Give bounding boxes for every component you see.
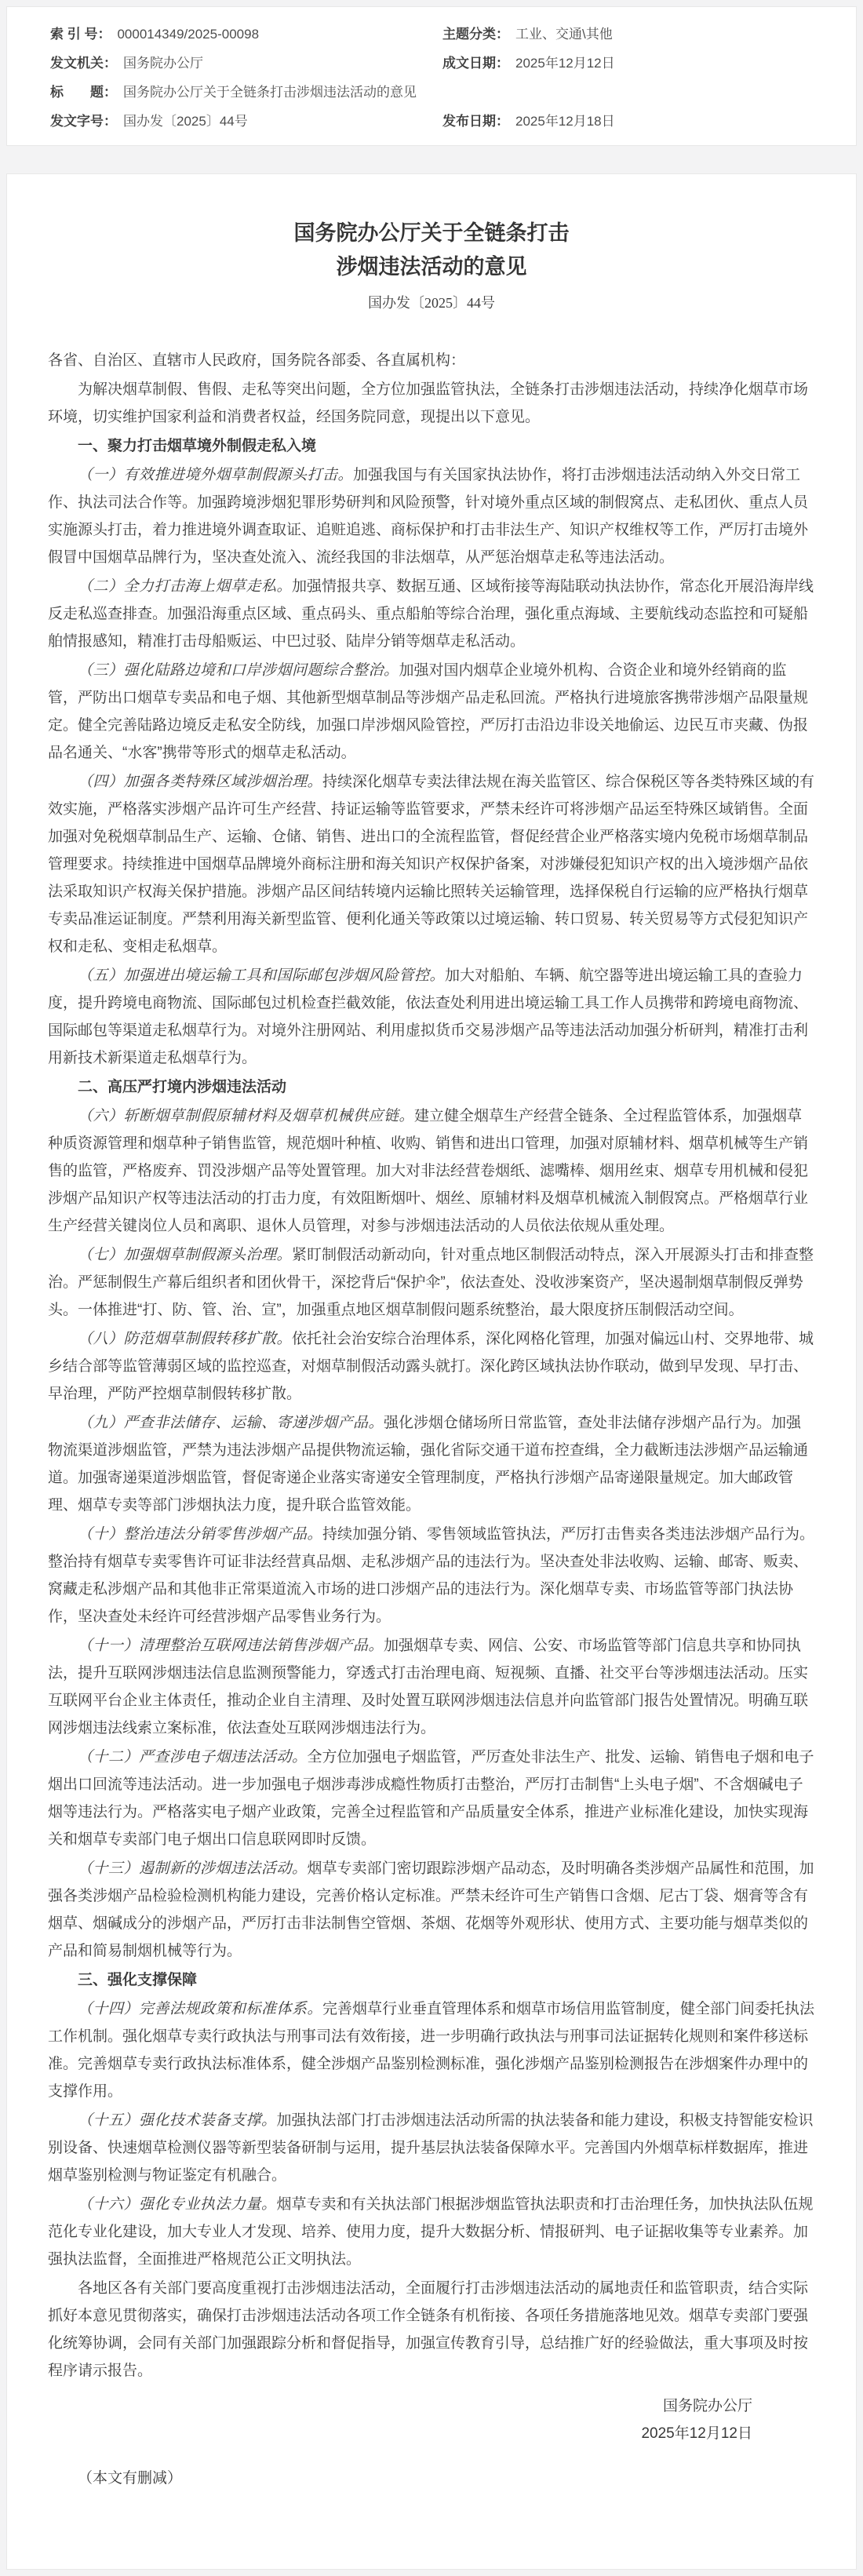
item-lead: （七）加强烟草制假源头治理。 [78, 1247, 293, 1263]
meta-label-index: 索 引 号： [50, 27, 111, 42]
item-text: 完善烟草行业垂直管理体系和烟草市场信用监管制度，健全部门间委托执法工作机制。强化烟草专卖行政执法与刑事司法有效衔接，进一步明确行政执法与刑事司法证据转化规则和案件移送标准。完善烟草专卖行政执法标准体系，健全涉烟产品鉴别检测标准，强化涉烟产品鉴别检测报告在涉烟案件办理中的支撑作用。 [48, 2001, 815, 2100]
item-text: 持续深化烟草专卖法律法规在海关监管区、综合保税区等各类特殊区域的有效实施，严格落实涉烟产品许可生产经营、持证运输等监管要求，严禁未经许可将涉烟产品运至特殊区域销售。全面加强对免税烟草制品生产、运输、仓储、销售、进出口的全流程监管，督促经营企业严格落实境内免税市场烟草制品管理要求。持续推进中国烟草品牌境外商标注册和海关知识产权保护备案，对涉嫌侵犯知识产权的出入境涉烟产品依法采取知识产权海关保护措施。涉烟产品区间结转境内运输比照转关运输管理，选择保税自行运输的应严格执行烟草专卖品准运证制度。严禁利用海关新型监管、便利化通关等政策以过境运输、转口贸易、转关贸易等方式侵犯知识产权和走私、变相走私烟草。 [48, 774, 815, 955]
item-text: 加强情报共享、数据互通、区域衔接等海陆联动执法协作，常态化开展沿海岸线反走私巡查排查。加强沿海重点区域、重点码头、重点船舶等综合治理，强化重点海域、主要航线动态监控和可疑船舶情报感知，精准打击母船贩运、中巴过驳、陆岸分销等烟草走私活动。 [48, 578, 814, 650]
meta-label-written-date: 成文日期： [442, 56, 509, 71]
item-lead: （四）加强各类特殊区域涉烟治理。 [78, 774, 323, 790]
item-lead: （十三）遏制新的涉烟违法活动。 [78, 1860, 308, 1877]
item-paragraph-4 [48, 768, 815, 960]
meta-row [50, 49, 832, 78]
section-heading-3: 三、强化支撑保障 [78, 1972, 198, 1988]
meta-value-index: 000014349/2025-00098 [117, 27, 260, 42]
item-lead: （十一）清理整治互联网违法销售涉烟产品。 [78, 1638, 384, 1654]
item-lead: （八）防范烟草制假转移扩散。 [78, 1331, 293, 1347]
item-text: 烟草专卖和有关执法部门根据涉烟监管执法职责和打击治理任务，加快执法队伍规范化专业化建设，加大专业人才发现、培养、使用力度，提升大数据分析、情报研判、电子证据收集等专业素养。加强执法监督，全面推进严格规范公正文明执法。 [48, 2196, 814, 2268]
item-text: 建立健全烟草生产经营全链条、全过程监管体系，加强烟草种质资源管理和烟草种子销售监管，规范烟叶种植、收购、销售和进出口管理，加强对原辅材料、烟草机械等生产销售的监管，严格废弃、罚没涉烟产品等处置管理。加大对非法经营卷烟纸、滤嘴棒、烟用丝束、烟草专用机械和侵犯涉烟产品知识产权等违法活动的打击力度，有效阻断烟叶、烟丝、原辅材料及烟草机械流入制假窝点。严格烟草行业生产经营关键岗位人员和离职、退休人员管理，对参与涉烟违法活动的人员依法依规从重处理。 [48, 1108, 809, 1234]
item-text: 全方位加强电子烟监管，严厉查处非法生产、批发、运输、销售电子烟和电子烟出口回流等违法活动。进一步加强电子烟涉毒涉成瘾性物质打击整治，严厉打击制售“上头电子烟”、不含烟碱电子烟等违法行为。严格落实电子烟产业政策，完善全过程监管和产品质量安全体系，推进产业标准化建设，加快实现海关和烟草专卖部门电子烟出口信息联网即时反馈。 [48, 1749, 814, 1848]
doc-title-line2: 涉烟违法活动的意见 [336, 255, 527, 279]
doc-title-line1: 国务院办公厅关于全链条打击 [293, 221, 570, 245]
item-text: 加强执法部门打击涉烟违法活动所需的执法装备和能力建设，积极支持智能安检识别设备、快速烟草检测仪器等新型装备研制与运用，提升基层执法装备保障水平。完善国内外烟草标样数据库，推进烟草鉴别检测与物证鉴定有机融合。 [48, 2112, 814, 2184]
item-text: 强化涉烟仓储场所日常监管，查处非法储存涉烟产品行为。加强物流渠道涉烟监管，严禁为违法涉烟产品提供物流运输，强化省际交通干道布控查缉，全力截断违法涉烟产品运输通道。加强寄递渠道涉烟监管，督促寄递企业落实寄递安全管理制度，严格执行涉烟产品寄递限量规定。加大邮政管理、烟草专卖等部门涉烟执法力度，提升联合监管效能。 [48, 1415, 809, 1514]
item-paragraph-13 [48, 1855, 815, 1965]
meta-row [50, 78, 832, 107]
doc-title [48, 217, 815, 284]
item-paragraph-14 [48, 1995, 815, 2105]
redaction-note: （本文有删减） [78, 2470, 183, 2487]
meta-value-written-date: 2025年12月12日 [515, 56, 615, 71]
item-paragraph-15 [48, 2107, 815, 2189]
item-text: 加强烟草专卖、网信、公安、市场监管等部门信息共享和协同执法，提升互联网涉烟违法信息监测预警能力，穿透式打击治理电商、短视频、直播、社交平台等涉烟违法活动。压实互联网平台企业主体责任，推动企业自主清理、及时处置互联网涉烟违法信息并向监管部门报告处置情况。明确互联网涉烟违法线索立案标准，依法查处互联网涉烟违法行为。 [48, 1638, 809, 1736]
item-lead: （五）加强进出境运输工具和国际邮包涉烟风险管控。 [78, 967, 446, 984]
item-paragraph-3 [48, 657, 815, 767]
item-text: 加大对船舶、车辆、航空器等进出境运输工具的查验力度，提升跨境电商物流、国际邮包过机检查拦截效能，依法查处利用进出境运输工具工作人员携带和跨境电商物流、国际邮包等渠道走私烟草行为。对境外注册网站、利用虚拟货币交易涉烟产品等违法活动加强分析研判，精准打击利用新技术新渠道走私烟草行为。 [48, 967, 809, 1066]
item-paragraph-10 [48, 1521, 815, 1630]
item-paragraph-16 [48, 2191, 815, 2273]
item-paragraph-2 [48, 573, 815, 655]
item-lead: （十六）强化专业执法力量。 [78, 2196, 277, 2213]
item-paragraph-7 [48, 1241, 815, 1324]
item-lead: （九）严查非法储存、运输、寄递涉烟产品。 [78, 1415, 384, 1431]
document-meta-panel [6, 6, 857, 146]
item-text: 持续加强分销、零售领域监管执法，严厉打击售卖各类违法涉烟产品行为。整治持有烟草专卖零售许可证非法经营真品烟、走私涉烟产品的违法行为。坚决查处非法收购、运输、邮寄、贩卖、窝藏走私涉烟产品和其他非正常渠道流入市场的进口涉烟产品的违法行为。深化烟草专卖、市场监管等部门执法协作，坚决查处未经许可经营涉烟产品零售业务行为。 [48, 1526, 815, 1625]
meta-label-publish-date: 发布日期： [442, 114, 509, 129]
item-text: 紧盯制假活动新动向，针对重点地区制假活动特点，深入开展源头打击和排查整治。严惩制假生产幕后组织者和团伙骨干，深挖背后“保护伞”，依法查处、没收涉案资产，坚决遏制烟草制假反弹势头。一体推进“打、防、管、治、宣”，加强重点地区烟草制假问题系统整治，最大限度挤压制假活动空间。 [48, 1247, 814, 1318]
item-lead: （十四）完善法规政策和标准体系。 [78, 2001, 323, 2017]
item-lead: （十五）强化技术装备支撑。 [78, 2112, 277, 2129]
meta-label-title: 标 题： [50, 85, 117, 100]
item-text: 加强对国内烟草企业境外机构、合资企业和境外经销商的监管，严防出口烟草专卖品和电子烟、其他新型烟草制品等涉烟产品走私回流。严格执行进境旅客携带涉烟产品限量规定。健全完善陆路边境反走私安全防线，加强口岸涉烟风险管控，严厉打击沿边非设关地偷运、边民互市夹藏、伪报品名通关、“水客”携带等形式的烟草走私活动。 [48, 662, 809, 761]
meta-label-topic: 主题分类： [442, 27, 509, 42]
intro-paragraph: 为解决烟草制假、售假、走私等突出问题，全方位加强监管执法，全链条打击涉烟违法活动，持续净化烟草市场环境，切实维护国家利益和消费者权益，经国务院同意，现提出以下意见。 [48, 381, 809, 425]
item-lead: （十）整治违法分销零售涉烟产品。 [78, 1526, 323, 1543]
item-text: 加强我国与有关国家执法协作，将打击涉烟违法活动纳入外交日常工作、执法司法合作等。加强跨境涉烟犯罪形势研判和风险预警，针对境外重点区域的制假窝点、走私团伙、重点人员实施源头打击，着力推进境外调查取证、追赃追逃、商标保护和打击非法生产、知识产权维权等工作，严厉打击境外假冒中国烟草品牌行为，坚决查处流入、流经我国的非法烟草，从严惩治烟草走私等违法活动。 [48, 467, 809, 566]
item-paragraph-12 [48, 1743, 815, 1853]
item-lead: （三）强化陆路边境和口岸涉烟问题综合整治。 [78, 662, 399, 679]
item-paragraph-11 [48, 1632, 815, 1742]
meta-value-agency: 国务院办公厅 [123, 56, 203, 71]
item-text: 依托社会治安综合治理体系，深化网格化管理，加强对偏远山村、交界地带、城乡结合部等监管薄弱区域的监控巡查，对烟草制假活动露头就打。深化跨区域执法协作联动，做到早发现、早打击、早治理，严防严控烟草制假转移扩散。 [48, 1331, 814, 1402]
closing-paragraph: 各地区各有关部门要高度重视打击涉烟违法活动，全面履行打击涉烟违法活动的属地责任和监管职责，结合实际抓好本意见贯彻落实，确保打击涉烟违法活动各项工作全链条有机衔接、各项任务措施落地见效。烟草专卖部门要强化统筹协调，会同有关部门加强跟踪分析和督促指导，加强宣传教育引导，总结推广好的经验做法，重大事项及时按程序请示报告。 [48, 2280, 809, 2379]
doc-number: 国办发〔2025〕44号 [368, 295, 495, 311]
item-lead: （十二）严查涉电子烟违法活动。 [78, 1749, 308, 1765]
item-lead: （二）全力打击海上烟草走私。 [78, 578, 293, 595]
meta-label-agency: 发文机关： [50, 56, 117, 71]
meta-row [50, 20, 832, 49]
doc-text [48, 347, 815, 2492]
item-lead: （六）斩断烟草制假原辅材料及烟草机械供应链。 [78, 1108, 415, 1124]
meta-value-publish-date: 2025年12月18日 [515, 114, 615, 129]
section-heading-1: 一、聚力打击烟草境外制假走私入境 [78, 438, 317, 454]
meta-value-title: 国务院办公厅关于全链条打击涉烟违法活动的意见 [123, 85, 417, 100]
item-text: 烟草专卖部门密切跟踪涉烟产品动态，及时明确各类涉烟产品属性和范围，加强各类涉烟产品检验检测机构能力建设，完善价格认定标准。严禁未经许可生产销售口含烟、尼古丁袋、烟膏等含有烟草、烟碱成分的涉烟产品，严厉打击非法制售空管烟、茶烟、花烟等外观形状、使用方式、主要功能与烟草类似的产品和简易制烟机械等行为。 [48, 1860, 814, 1959]
item-lead: （一）有效推进境外烟草制假源头打击。 [78, 467, 354, 483]
item-paragraph-5 [48, 962, 815, 1072]
item-paragraph-9 [48, 1409, 815, 1519]
section-heading-2: 二、高压严打境内涉烟违法活动 [78, 1079, 287, 1095]
item-paragraph-1 [48, 461, 815, 571]
signature-org: 国务院办公厅 [662, 2398, 752, 2414]
meta-label-doc-number: 发文字号： [50, 114, 117, 129]
meta-value-doc-number: 国办发〔2025〕44号 [123, 114, 248, 129]
signature-date: 2025年12月12日 [641, 2425, 752, 2442]
item-paragraph-6 [48, 1102, 815, 1240]
signature-block [48, 2392, 815, 2447]
meta-row [50, 107, 832, 136]
item-paragraph-8 [48, 1325, 815, 1408]
salutation: 各省、自治区、直辖市人民政府，国务院各部委、各直属机构： [48, 352, 466, 369]
document-body-panel [6, 173, 857, 2570]
meta-value-topic: 工业、交通\其他 [515, 27, 613, 42]
